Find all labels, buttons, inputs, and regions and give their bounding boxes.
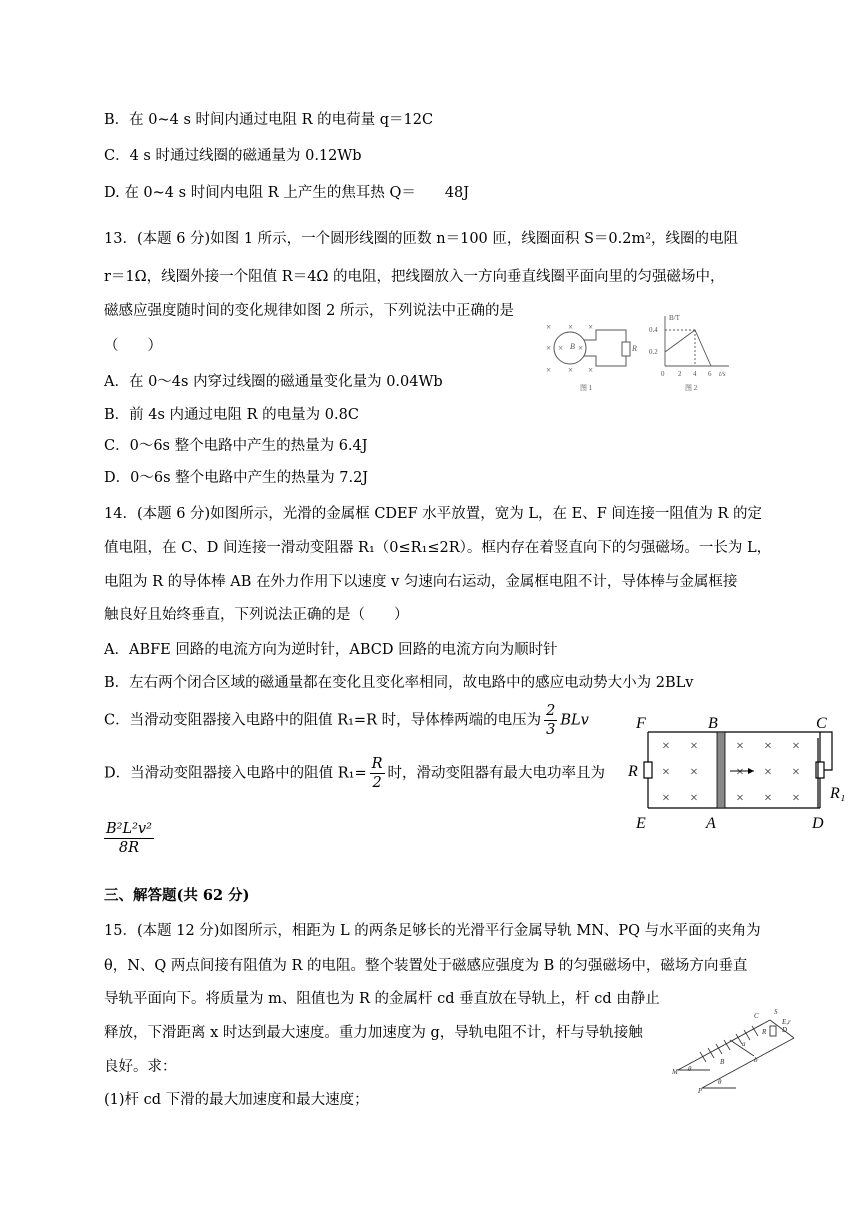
- fig15-label-a: a: [742, 1040, 746, 1048]
- fig15-label-s: S: [774, 1008, 778, 1016]
- fig15-label-d: D: [782, 1026, 788, 1034]
- fig2-xtick-3: 4: [693, 370, 697, 378]
- svg-text:×: ×: [558, 343, 564, 353]
- fig15-label-theta-2: θ: [718, 1078, 722, 1086]
- q14-option-d: D．当滑动变阻器接入电路中的阻值 R₁= $\frac{R}{2}$ 时，滑动变阻器有最大电功率且为: [104, 756, 606, 791]
- svg-text:×: ×: [736, 739, 744, 754]
- fig15-label-m: M: [672, 1068, 678, 1076]
- svg-text:×: ×: [690, 791, 698, 806]
- svg-text:×: ×: [588, 322, 594, 332]
- q15-figure-incline: [670, 1000, 800, 1096]
- fig2-ytick-1: 0.4: [649, 326, 658, 334]
- svg-text:×: ×: [578, 343, 584, 353]
- fig15-label-er: E,r: [782, 1018, 791, 1026]
- fig-label-f: F: [636, 715, 646, 732]
- q15-stem-2: θ，N、Q 两点间接有阻值为 R 的电阻。整个装置处于磁感应强度为 B 的匀强磁场中，磁场方向垂直: [104, 958, 748, 974]
- q14-stem-3: 电阻为 R 的导体棒 AB 在外力作用下以速度 v 匀速向右运动，金属框电阻不计，导体棒与金属框接: [104, 574, 738, 590]
- svg-text:×: ×: [690, 765, 698, 780]
- fig-label-c: C: [816, 715, 827, 732]
- q14-stem-4: 触良好且始终垂直，下列说法正确的是（ ）: [104, 607, 409, 623]
- q15-stem-4: 释放，下滑距离 x 时达到最大速度。重力加速度为 g，导轨电阻不计，杆与导轨接触: [104, 1025, 643, 1041]
- svg-text:×: ×: [662, 739, 670, 754]
- q15-stem-5: 良好。求：: [104, 1059, 177, 1075]
- q13-stem-3: 磁感应强度随时间的变化规律如图 2 所示，下列说法中正确的是: [104, 303, 514, 319]
- fig15-label-b: B: [720, 1058, 725, 1066]
- q14-option-a: A．ABFE 回路的电流方向为逆时针，ABCD 回路的电流方向为顺时针: [104, 642, 558, 658]
- q12-option-c: C．4 s 时通过线圈的磁通量为 0.12Wb: [104, 148, 362, 164]
- svg-text:×: ×: [764, 791, 772, 806]
- fig-label-d: D: [812, 815, 824, 832]
- q14-stem-1: 14．(本题 6 分)如图所示，光滑的金属框 CDEF 水平放置，宽为 L，在 E、F 间连接一阻值为 R 的定: [104, 506, 763, 522]
- svg-text:×: ×: [764, 739, 772, 754]
- fig2-ytick-2: 0.2: [649, 348, 658, 356]
- fig15-label-theta: θ: [688, 1065, 692, 1073]
- svg-text:×: ×: [662, 765, 670, 780]
- fig15-label-b-rod: b: [754, 1056, 758, 1064]
- q12-option-b: B．在 0~4 s 时间内通过电阻 R 的电荷量 q＝12C: [104, 112, 434, 128]
- svg-text:×: ×: [662, 791, 670, 806]
- svg-text:×: ×: [690, 739, 698, 754]
- fig15-label-c: C: [754, 1012, 759, 1020]
- q13-option-a: A．在 0～4s 内穿过线圈的磁通量变化量为 0.04Wb: [104, 374, 443, 390]
- q14-option-b: B．左右两个闭合区域的磁通量都在变化且变化率相同，故电路中的感应电动势大小为 2BLv: [104, 675, 694, 691]
- svg-text:×: ×: [546, 343, 552, 353]
- fig1-label-r: R: [632, 344, 637, 353]
- q13-answer-paren: （ ）: [104, 338, 162, 354]
- fig-label-r1: R₁: [830, 785, 846, 802]
- fig1-caption: 图 1: [580, 384, 593, 392]
- q15-subquestion-1: (1)杆 cd 下滑的最大加速度和最大速度；: [104, 1092, 369, 1108]
- fig2-xtick-4: 6: [708, 370, 712, 378]
- q14-option-d-answer: [104, 820, 154, 857]
- fraction-r-over-2: $\frac{R}{2}$: [371, 756, 383, 791]
- fig15-label-r: R: [762, 1028, 767, 1036]
- q13-option-b: B．前 4s 内通过电阻 R 的电量为 0.8C: [104, 407, 359, 423]
- q13-option-c: C．0～6s 整个电路中产生的热量为 6.4J: [104, 438, 368, 454]
- svg-text:×: ×: [736, 765, 744, 780]
- q15-stem-1: 15．(本题 12 分)如图所示，相距为 L 的两条足够长的光滑平行金属导轨 MN、PQ 与水平面的夹角为: [104, 923, 761, 939]
- fig-label-r: R: [628, 763, 638, 780]
- svg-text:×: ×: [568, 322, 574, 332]
- q15-stem-3: 导轨平面向下。将质量为 m、阻值也为 R 的金属杆 cd 垂直放在导轨上，杆 cd 由静止: [104, 991, 660, 1007]
- q13-stem-1: 13．(本题 6 分)如图 1 所示，一个圆形线圈的匝数 n＝100 匝，线圈面积 S＝0.2m²，线圈的电阻: [104, 231, 739, 247]
- q13-option-d: D．0～6s 整个电路中产生的热量为 7.2J: [104, 470, 369, 486]
- fraction-two-thirds: $\frac{2}{3}$: [546, 703, 556, 738]
- q14-figure-frame: [620, 712, 850, 842]
- fig-label-a: A: [706, 815, 716, 832]
- q13-stem-2: r＝1Ω，线圈外接一个阻值 R＝4Ω 的电阻，把线圈放入一方向垂直线圈平面向里的匀强磁场中，: [104, 269, 725, 285]
- fig-label-b: B: [708, 715, 718, 732]
- svg-text:×: ×: [736, 791, 744, 806]
- q14-option-c: C．当滑动变阻器接入电路中的阻值 R₁=R 时，导体棒两端的电压为 $\frac{2}{3}$ BLv: [104, 703, 589, 738]
- q13-figure-1-coil: [540, 318, 640, 396]
- fig-label-e: E: [636, 815, 646, 832]
- svg-text:×: ×: [588, 365, 594, 375]
- svg-text:×: ×: [792, 791, 800, 806]
- q13-figure-2-graph: [645, 310, 735, 396]
- svg-text:×: ×: [568, 365, 574, 375]
- q12-option-d: D. 在 0~4 s 时间内电阻 R 上产生的焦耳热 Q＝ 48J: [104, 185, 470, 201]
- fig15-label-p: P: [698, 1087, 703, 1095]
- fig2-xtick-2: 2: [678, 370, 682, 378]
- fig2-xtick-1: 0: [661, 370, 665, 378]
- svg-text:×: ×: [764, 765, 772, 780]
- fig2-caption: 图 2: [685, 384, 698, 392]
- q14-stem-2: 值电阻，在 C、D 间连接一滑动变阻器 R₁（0≤R₁≤2R）。框内存在着竖直向下的匀强磁场。一长为 L，: [104, 540, 772, 556]
- section-heading: 三、解答题(共 62 分): [104, 887, 250, 904]
- fig2-xlabel: t/s: [719, 370, 726, 378]
- fig1-label-b: B: [570, 342, 575, 351]
- svg-text:×: ×: [792, 739, 800, 754]
- svg-text:×: ×: [792, 765, 800, 780]
- fig2-ylabel: B/T: [669, 314, 680, 322]
- svg-text:×: ×: [546, 322, 552, 332]
- fraction-power-answer: $\frac{\text{B²L²v²}}{8R}$: [106, 821, 152, 856]
- svg-text:×: ×: [546, 365, 552, 375]
